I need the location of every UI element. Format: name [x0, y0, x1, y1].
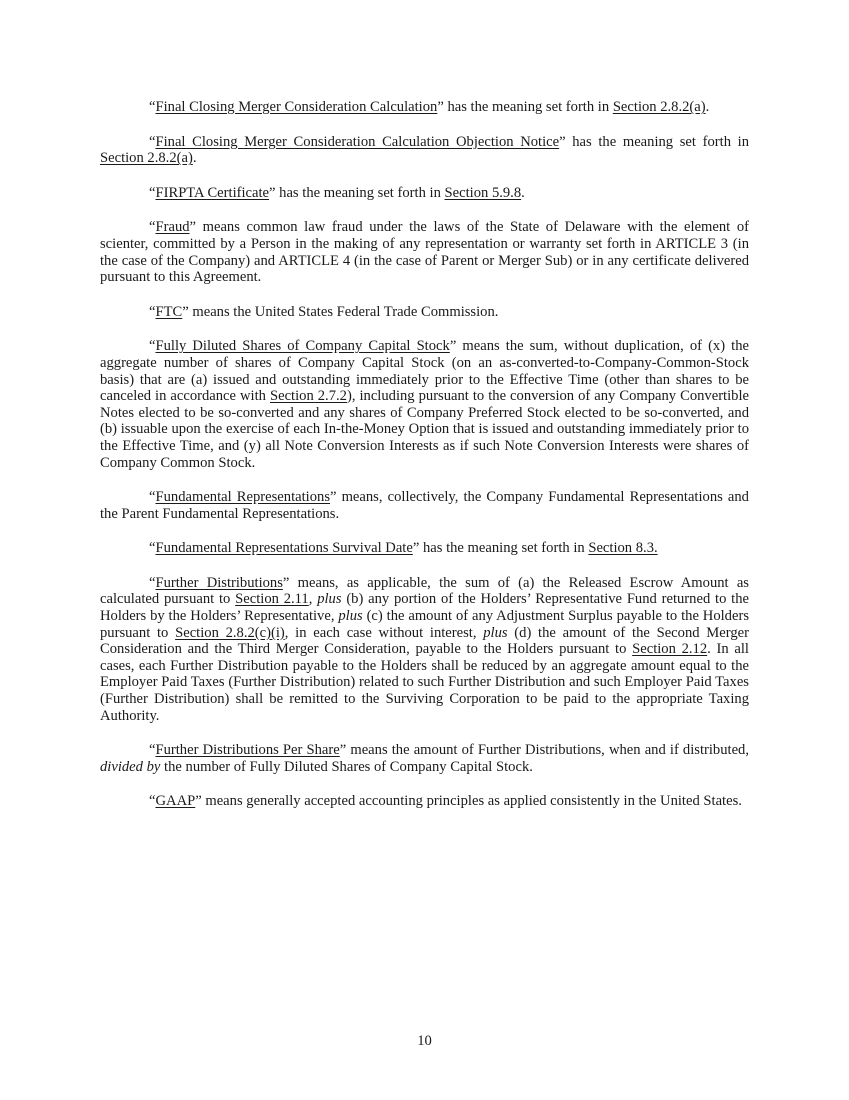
section-reference: Section 2.12: [632, 641, 708, 658]
definition-text: “: [149, 219, 156, 236]
emphasis-text: plus: [317, 591, 342, 608]
definition-text: ” means the sum, without duplication, of (x) the aggregate number of shares of Company Capital Stock (on an as-converted-to-Company-Common-Stock basis) that are (a) issued and outstanding immediately prior to the Effective Time (other than shares to be canceled in accordance with: [100, 338, 750, 405]
definition-text: ), including pursuant to the conversion of any Company Convertible Notes elected to be so-converted and any shares of Company Preferred Stock elected to be so-converted, and (b) issuable upon the exercise of each In-the-Money Option that is issued and outstanding immediately prior to the Effective Time, and (y) all Note Conversion Interests as if such Note Conversion Interests were shares of Company Common Stock.: [100, 388, 749, 471]
definition-final-closing-merger-consideration-calculation: [100, 99, 749, 116]
defined-term: GAAP: [155, 793, 196, 810]
section-reference: Section 8.3.: [588, 540, 658, 557]
definition-text: . In all cases, each Further Distribution payable to the Holders shall be reduced by an aggregate amount equal to the Employer Paid Taxes (Further Distribution) related to such Further Distribution and such Employer Paid Taxes (Further Distribution) shall be remitted to the Surviving Corporation to be paid to the appropriate Taxing Authority.: [100, 641, 749, 724]
emphasis-text: plus: [338, 608, 363, 625]
defined-term: Further Distributions Per Share: [155, 742, 340, 759]
definition-text: “: [149, 793, 156, 810]
definition-text: , in each case without interest,: [284, 624, 484, 641]
definition-text: ” means the amount of Further Distributions, when and if distributed,: [339, 742, 750, 759]
definition-text: ” has the meaning set forth in: [412, 540, 589, 557]
section-reference: Section 2.7.2: [269, 388, 347, 405]
definition-ftc: [100, 304, 749, 321]
definition-fully-diluted-shares: [100, 338, 749, 471]
definition-text: “: [149, 184, 156, 201]
defined-term: Fundamental Representations: [155, 489, 330, 506]
definition-text: ” has the meaning set forth in: [559, 133, 749, 150]
definition-further-distributions: [100, 575, 749, 724]
definition-text: ” means, as applicable, the sum of (a) the Released Escrow Amount as calculated pursuant to: [100, 574, 749, 608]
emphasis-text: plus: [483, 624, 508, 641]
definition-text: “: [149, 489, 156, 506]
defined-term: Fraud: [155, 219, 190, 236]
section-reference: Section 5.9.8: [444, 184, 522, 201]
defined-term: Final Closing Merger Consideration Calculation: [155, 99, 438, 115]
definition-firpta-certificate: [100, 185, 749, 202]
definition-text: “: [149, 574, 156, 591]
definition-text: “: [149, 303, 156, 320]
definition-text: .: [192, 150, 197, 167]
page-number: 10: [417, 1033, 432, 1049]
defined-term: Fundamental Representations Survival Date: [155, 540, 413, 557]
section-reference: Section 2.8.2(c)(i): [175, 624, 285, 641]
definition-text: (d) the amount of the Second Merger Consideration and the Third Merger Consideration, payable to the Holders pursuant to: [100, 624, 749, 658]
definition-gaap: [100, 793, 749, 810]
section-reference: Section 2.8.2(a): [100, 150, 193, 167]
definitions-list: [100, 99, 749, 828]
section-reference: Section 2.11: [235, 591, 309, 608]
definition-text: .: [705, 99, 710, 115]
defined-term: FIRPTA Certificate: [155, 184, 270, 201]
definition-text: “: [149, 540, 156, 557]
defined-term: Fully Diluted Shares of Company Capital Stock: [155, 338, 450, 355]
definition-text: ” means common law fraud under the laws of the State of Delaware with the element of scienter, committed by a Person in the making of any representation or warranty set forth in ARTICLE 3 (in the case of the Company) and ARTICLE 4 (in the case of Parent or Merger Sub) or in any certificate delivered pursuant to this Agreement.: [100, 219, 749, 286]
definition-text: .: [521, 184, 525, 201]
definition-text: “: [149, 742, 156, 759]
emphasis-text: divided by: [100, 758, 161, 775]
definition-text: ” means generally accepted accounting principles as applied consistently in the United States.: [195, 793, 742, 810]
defined-term: Final Closing Merger Consideration Calculation Objection Notice: [155, 133, 560, 150]
definition-text: ,: [308, 591, 318, 608]
definition-text: the number of Fully Diluted Shares of Company Capital Stock.: [160, 758, 533, 775]
definition-text: ” means, collectively, the Company Fundamental Representations and the Parent Fundamental Representations.: [100, 489, 749, 522]
definition-text: “: [149, 338, 156, 355]
definition-text: “: [149, 133, 156, 150]
definition-text: ” has the meaning set forth in: [269, 184, 445, 201]
definition-text: “: [149, 99, 156, 115]
defined-term: FTC: [155, 303, 183, 320]
definition-text: ” means the United States Federal Trade Commission.: [182, 303, 499, 320]
definition-text: ” has the meaning set forth in: [437, 99, 613, 115]
definition-further-distributions-per-share: [100, 742, 749, 775]
definition-text: (b) any portion of the Holders’ Representative Fund returned to the Holders by the Holders’ Representative,: [100, 591, 750, 625]
definition-fundamental-representations: [100, 489, 749, 522]
section-reference: Section 2.8.2(a): [612, 99, 706, 115]
definition-fundamental-representations-survival-date: [100, 540, 749, 557]
definition-fraud: [100, 219, 749, 285]
definition-final-closing-merger-consideration-calculation-objection-notice: [100, 134, 749, 167]
definition-text: (c) the amount of any Adjustment Surplus payable to the Holders pursuant to: [100, 608, 749, 641]
defined-term: Further Distributions: [155, 574, 283, 591]
